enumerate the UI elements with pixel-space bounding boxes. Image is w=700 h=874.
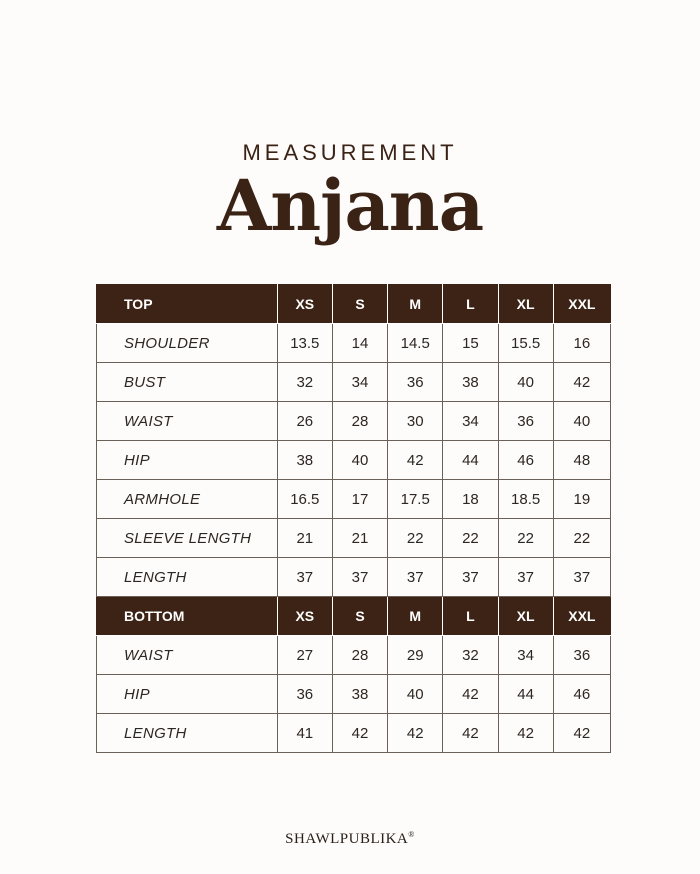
table-row xyxy=(97,441,611,480)
measurement-value: 22 xyxy=(498,519,553,558)
measurement-value: 34 xyxy=(443,402,498,441)
measurement-label: LENGTH xyxy=(97,558,278,597)
measurement-value: 15 xyxy=(443,324,498,363)
table-row xyxy=(97,675,611,714)
measurement-value: 22 xyxy=(553,519,610,558)
table-row xyxy=(97,519,611,558)
size-header-s: S xyxy=(332,597,387,636)
size-chart-table xyxy=(96,284,611,753)
measurement-value: 42 xyxy=(553,363,610,402)
measurement-value: 34 xyxy=(332,363,387,402)
bottom-header-row xyxy=(97,597,611,636)
measurement-value: 36 xyxy=(553,636,610,675)
measurement-value: 37 xyxy=(553,558,610,597)
size-header-m: M xyxy=(388,285,443,324)
table-row xyxy=(97,714,611,753)
measurement-value: 40 xyxy=(388,675,443,714)
size-header-xxl: XXL xyxy=(553,285,610,324)
measurement-value: 37 xyxy=(388,558,443,597)
measurement-value: 32 xyxy=(443,636,498,675)
measurement-value: 28 xyxy=(332,402,387,441)
measurement-value: 17 xyxy=(332,480,387,519)
size-header-xs: XS xyxy=(277,285,332,324)
measurement-value: 40 xyxy=(332,441,387,480)
measurement-value: 38 xyxy=(443,363,498,402)
measurement-label: HIP xyxy=(97,441,278,480)
measurement-value: 22 xyxy=(443,519,498,558)
measurement-value: 38 xyxy=(332,675,387,714)
page-subtitle: MEASUREMENT xyxy=(242,140,458,165)
measurement-value: 42 xyxy=(443,675,498,714)
measurement-value: 15.5 xyxy=(498,324,553,363)
measurement-value: 44 xyxy=(498,675,553,714)
measurement-value: 48 xyxy=(553,441,610,480)
measurement-value: 22 xyxy=(388,519,443,558)
measurement-value: 30 xyxy=(388,402,443,441)
measurement-value: 29 xyxy=(388,636,443,675)
size-header-xxl: XXL xyxy=(553,597,610,636)
measurement-value: 40 xyxy=(498,363,553,402)
measurement-value: 32 xyxy=(277,363,332,402)
measurement-value: 34 xyxy=(498,636,553,675)
measurement-label: SHOULDER xyxy=(97,324,278,363)
measurement-value: 37 xyxy=(498,558,553,597)
top-header-row xyxy=(97,285,611,324)
measurement-value: 42 xyxy=(388,714,443,753)
size-header-xl: XL xyxy=(498,597,553,636)
table-row xyxy=(97,558,611,597)
measurement-value: 37 xyxy=(332,558,387,597)
measurement-value: 40 xyxy=(553,402,610,441)
table-row xyxy=(97,324,611,363)
size-header-l: L xyxy=(443,285,498,324)
measurement-value: 19 xyxy=(553,480,610,519)
measurement-value: 18.5 xyxy=(498,480,553,519)
brand-registered-mark: ® xyxy=(408,830,415,839)
measurement-label: SLEEVE LENGTH xyxy=(97,519,278,558)
measurement-label: HIP xyxy=(97,675,278,714)
size-header-xs: XS xyxy=(277,597,332,636)
measurement-value: 36 xyxy=(277,675,332,714)
measurement-value: 28 xyxy=(332,636,387,675)
measurement-value: 42 xyxy=(388,441,443,480)
measurement-value: 36 xyxy=(388,363,443,402)
size-header-s: S xyxy=(332,285,387,324)
measurement-label: WAIST xyxy=(97,636,278,675)
measurement-value: 42 xyxy=(443,714,498,753)
measurement-value: 38 xyxy=(277,441,332,480)
measurement-value: 42 xyxy=(498,714,553,753)
measurement-value: 46 xyxy=(553,675,610,714)
table-row xyxy=(97,402,611,441)
measurement-value: 16 xyxy=(553,324,610,363)
measurement-label: LENGTH xyxy=(97,714,278,753)
measurement-value: 44 xyxy=(443,441,498,480)
measurement-value: 18 xyxy=(443,480,498,519)
size-header-l: L xyxy=(443,597,498,636)
measurement-value: 37 xyxy=(277,558,332,597)
table-row xyxy=(97,363,611,402)
measurement-value: 16.5 xyxy=(277,480,332,519)
measurement-label: WAIST xyxy=(97,402,278,441)
measurement-value: 14.5 xyxy=(388,324,443,363)
brand-logo xyxy=(0,830,700,848)
measurement-value: 42 xyxy=(332,714,387,753)
measurement-value: 17.5 xyxy=(388,480,443,519)
brand-name: SHAWLPUBLIKA xyxy=(285,831,409,847)
measurement-value: 21 xyxy=(332,519,387,558)
page-title: Anjana xyxy=(216,164,484,247)
top-section-label: TOP xyxy=(97,285,278,324)
measurement-label: BUST xyxy=(97,363,278,402)
measurement-value: 14 xyxy=(332,324,387,363)
measurement-value: 46 xyxy=(498,441,553,480)
measurement-label: ARMHOLE xyxy=(97,480,278,519)
measurement-value: 26 xyxy=(277,402,332,441)
measurement-value: 37 xyxy=(443,558,498,597)
measurement-value: 27 xyxy=(277,636,332,675)
bottom-section-label: BOTTOM xyxy=(97,597,278,636)
measurement-value: 36 xyxy=(498,402,553,441)
measurement-value: 42 xyxy=(553,714,610,753)
size-header-m: M xyxy=(388,597,443,636)
measurement-value: 13.5 xyxy=(277,324,332,363)
size-header-xl: XL xyxy=(498,285,553,324)
table-row xyxy=(97,480,611,519)
measurement-value: 21 xyxy=(277,519,332,558)
measurement-value: 41 xyxy=(277,714,332,753)
table-row xyxy=(97,636,611,675)
